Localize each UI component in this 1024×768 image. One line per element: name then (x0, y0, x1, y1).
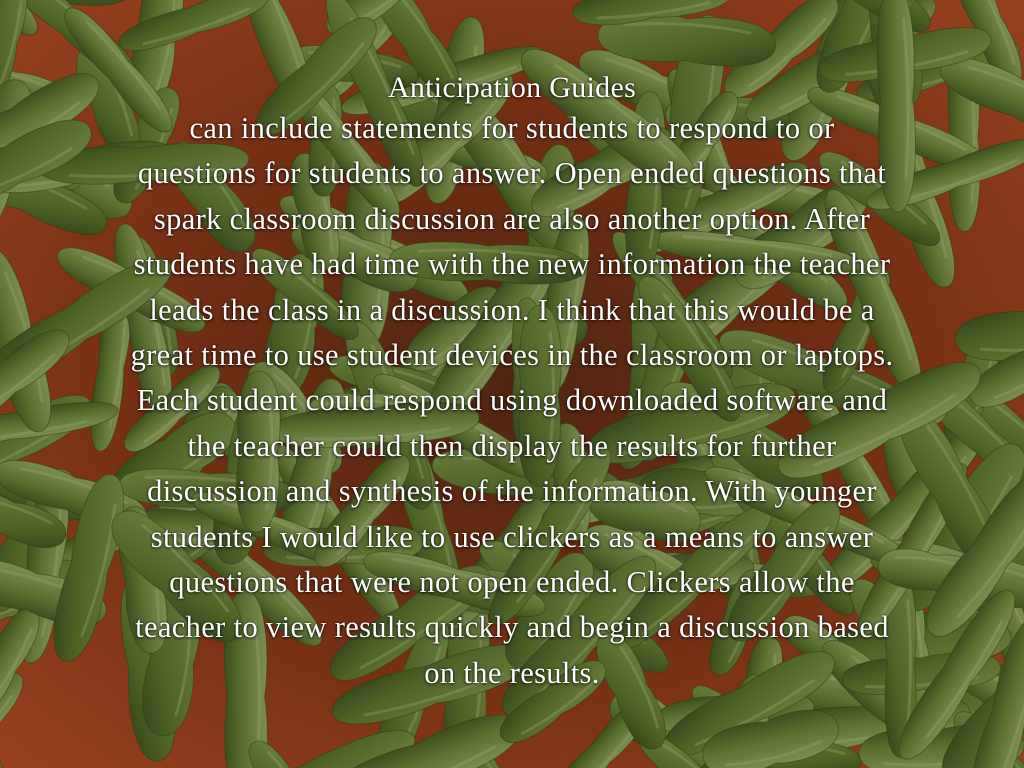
slide-title: Anticipation Guides (387, 71, 637, 104)
body-line: questions that were not open ended. Clickers allow the (169, 565, 855, 600)
body-line: questions for students to answer. Open ended questions that (137, 156, 887, 191)
body-line: teacher to view results quickly and begin a discussion based (135, 610, 889, 645)
body-line: spark classroom discussion are also another option. After (153, 201, 871, 236)
slide-body (0, 106, 1024, 696)
body-line: students I would like to use clickers as a means to answer (150, 519, 874, 554)
body-line: can include statements for students to respond to or (189, 111, 835, 145)
body-line: students have had time with the new information the teacher (133, 247, 891, 282)
body-line: discussion and synthesis of the information. With younger (147, 474, 877, 509)
text-content (0, 68, 1024, 696)
body-line: Each student could respond using downloaded software and (136, 383, 888, 418)
body-line: leads the class in a discussion. I think that this would be a (149, 292, 875, 327)
body-line: on the results. (424, 655, 600, 690)
body-line: great time to use student devices in the classroom or laptops. (130, 338, 894, 373)
body-line: the teacher could then display the results for further (187, 428, 837, 463)
